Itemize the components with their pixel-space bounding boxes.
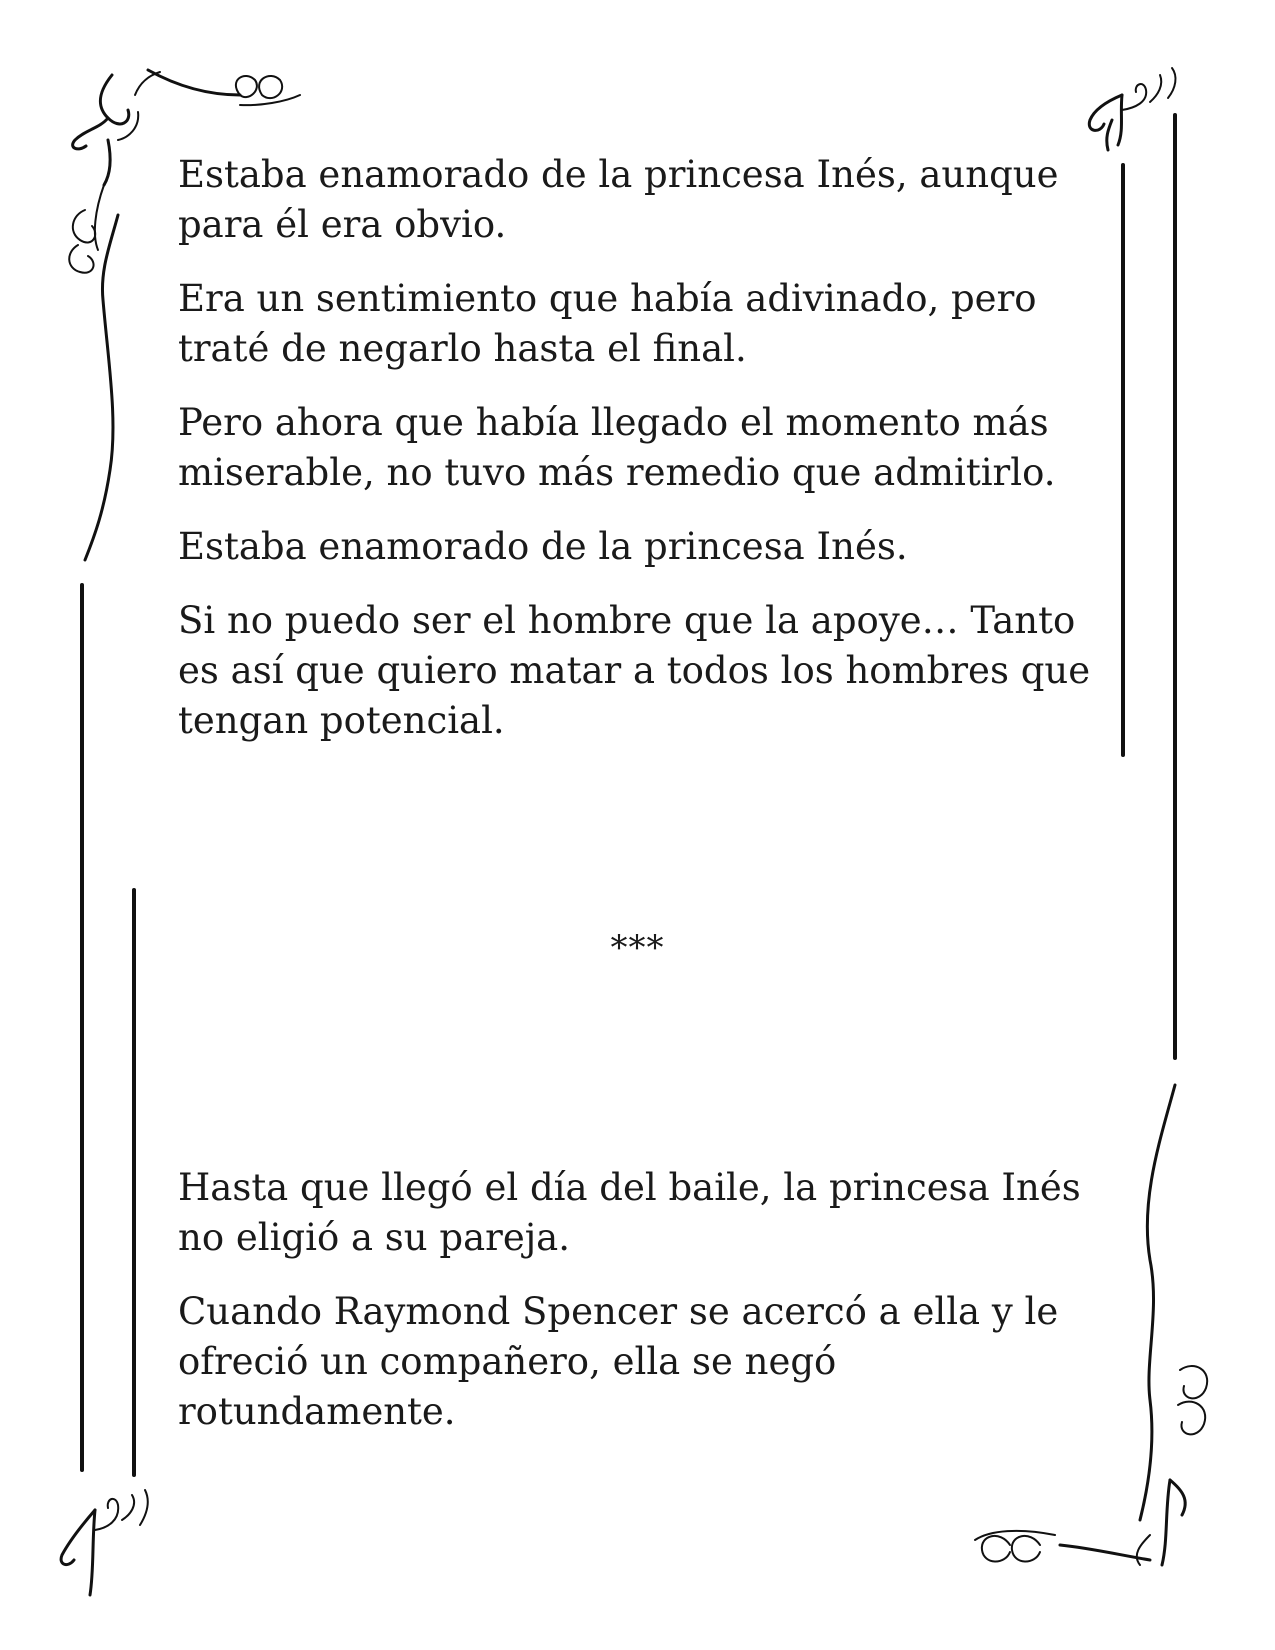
paragraph: Pero ahora que había llegado el momento más miserable, no tuvo más remedio que admitirlo. bbox=[178, 401, 1056, 494]
paragraph: Hasta que llegó el día del baile, la princesa Inés no eligió a su pareja. bbox=[178, 1166, 1081, 1259]
paragraph: Estaba enamorado de la princesa Inés. bbox=[178, 525, 908, 568]
scene-separator: *** bbox=[610, 928, 665, 968]
paragraph: Si no puedo ser el hombre que la apoye… Tanto es así que quiero matar a todos los hombres que tengan potencial. bbox=[178, 599, 1091, 742]
bottom-left-flourish bbox=[61, 1490, 148, 1595]
paragraph: Cuando Raymond Spencer se acercó a ella y le ofreció un compañero, ella se negó rotundamente. bbox=[178, 1290, 1059, 1433]
paragraph: Estaba enamorado de la princesa Inés, aunque para él era obvio. bbox=[178, 153, 1059, 246]
top-right-flourish bbox=[1089, 68, 1175, 150]
text-section-bottom bbox=[178, 1163, 1098, 1461]
text-section-top bbox=[178, 150, 1098, 770]
paragraph: Era un sentimiento que había adivinado, pero traté de negarlo hasta el final. bbox=[178, 277, 1037, 370]
